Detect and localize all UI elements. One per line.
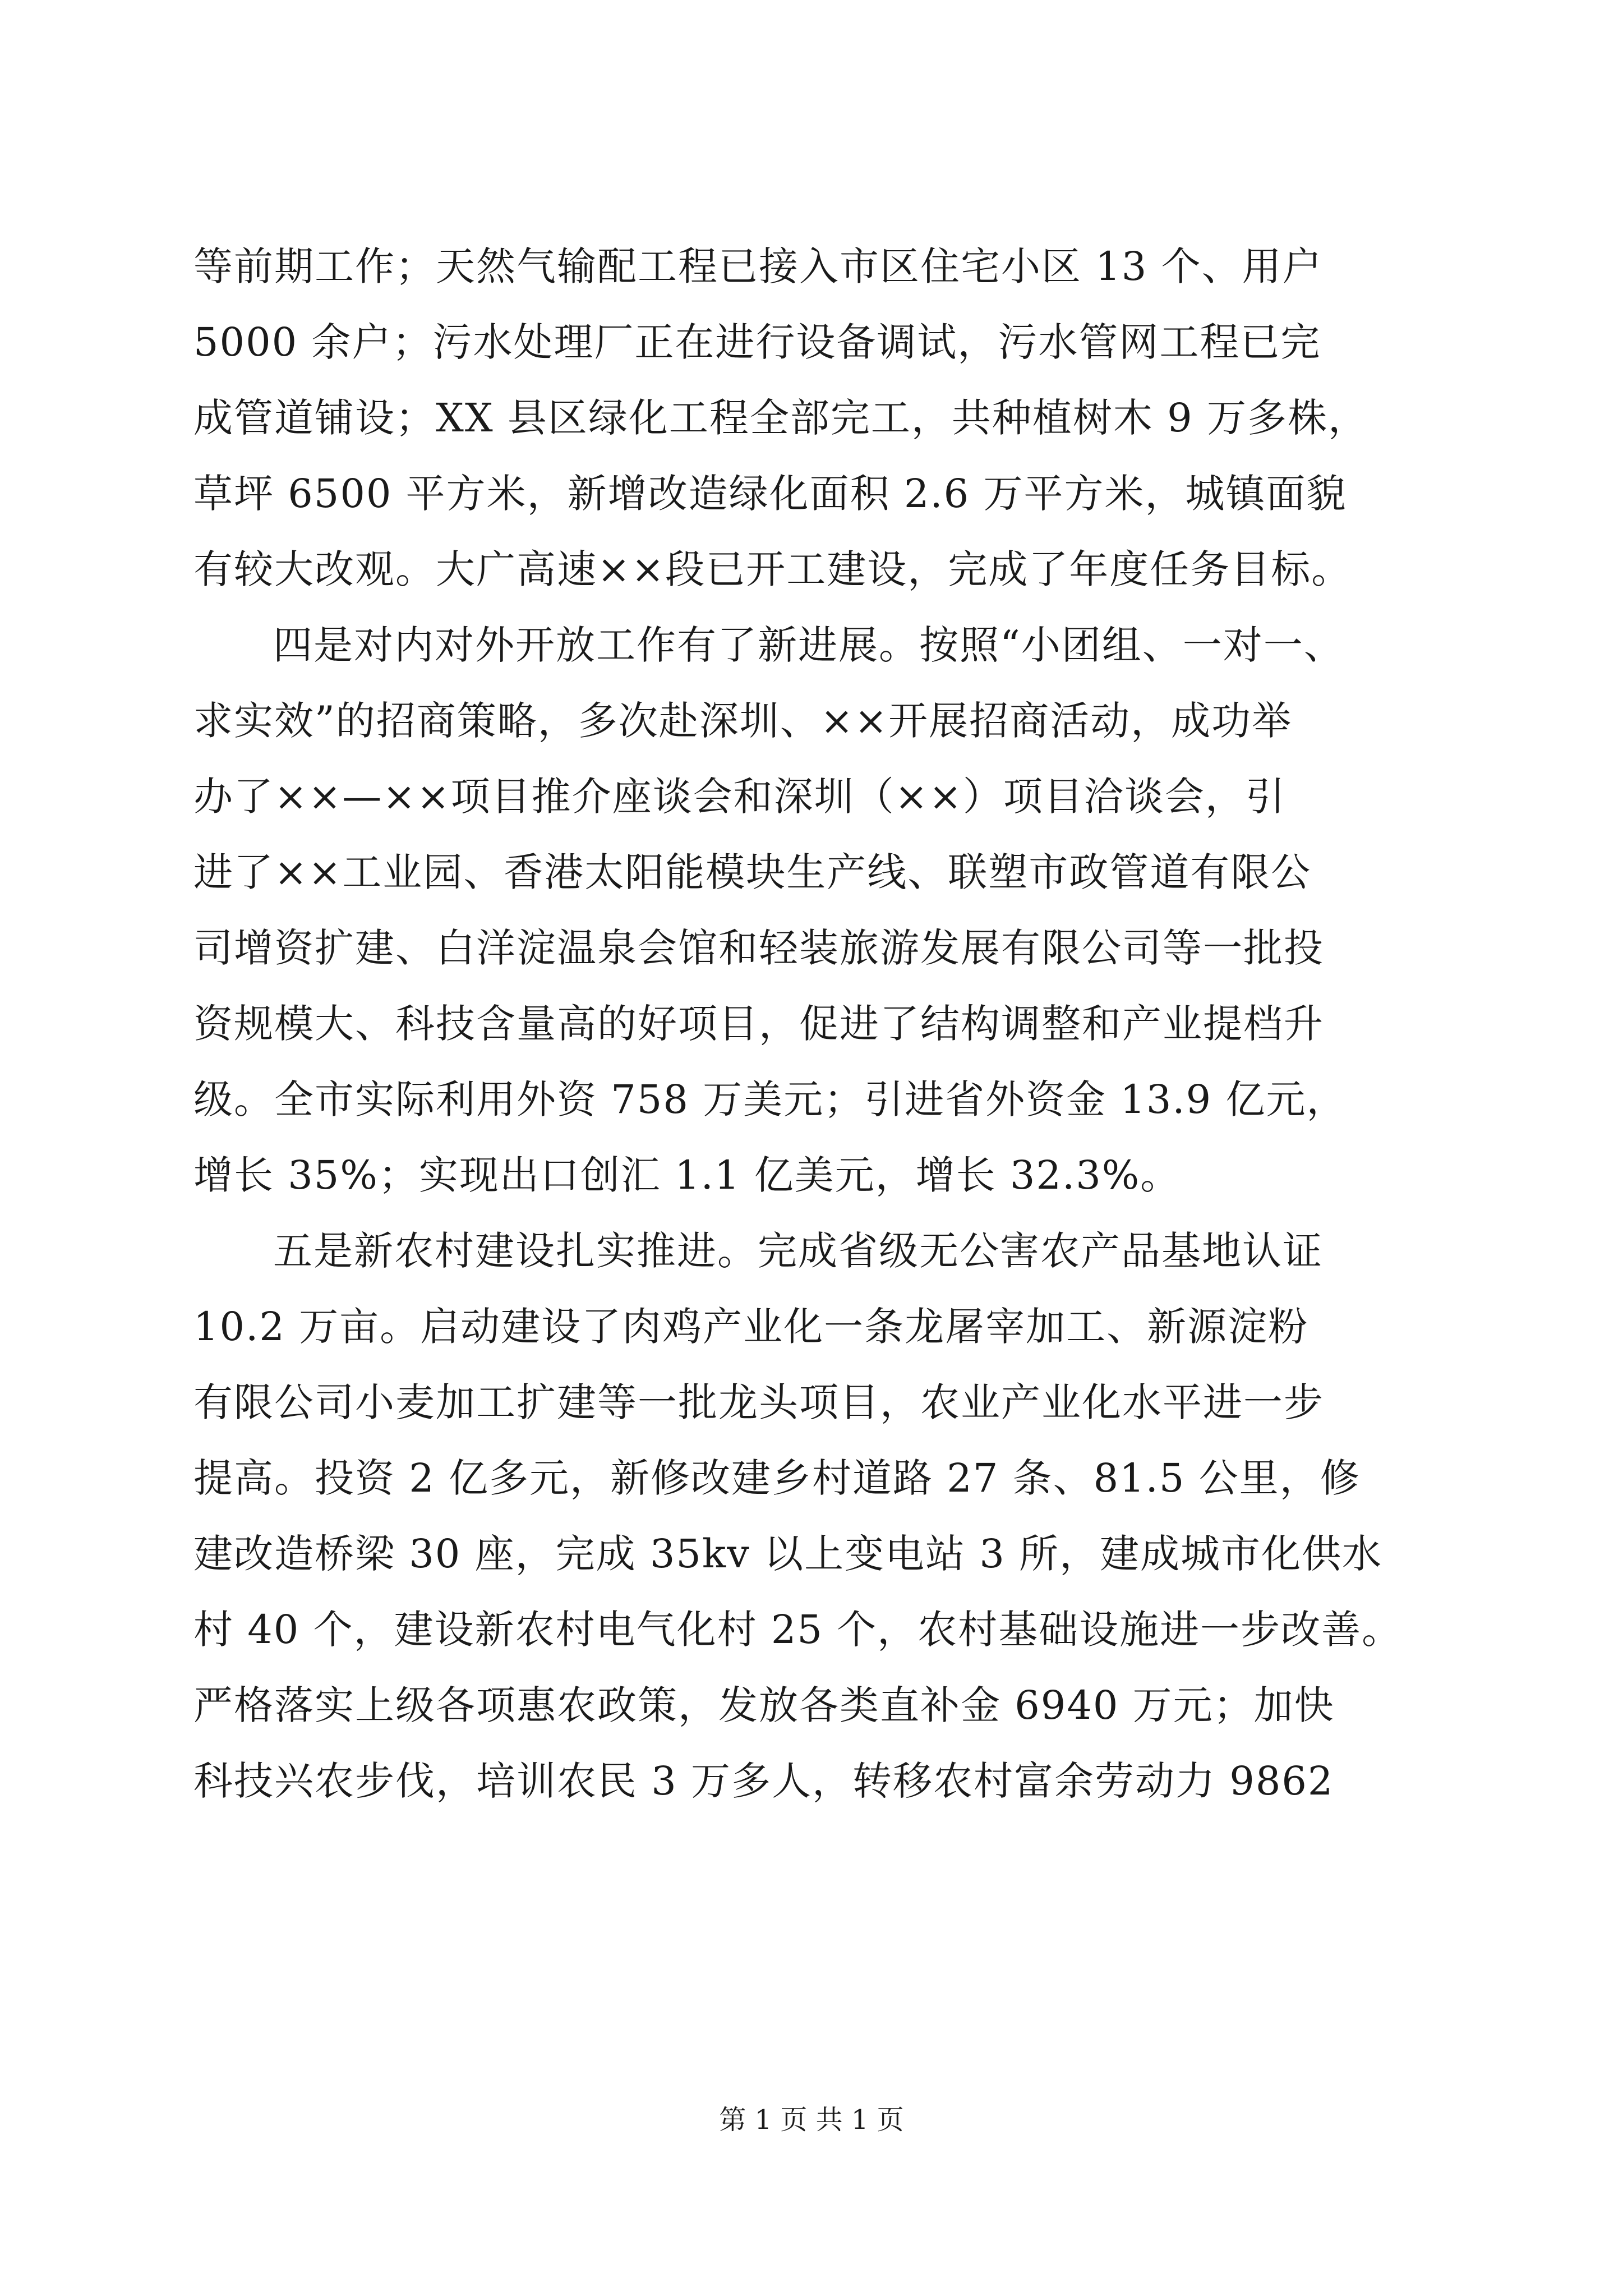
text-line: 提高。投资 2 亿多元，新修改建乡村道路 27 条、81.5 公里，修 bbox=[193, 1455, 1361, 1501]
text-line: 级。全市实际利用外资 758 万美元；引进省外资金 13.9 亿元， bbox=[193, 1076, 1347, 1122]
text-line: 资规模大、科技含量高的好项目，促进了结构调整和产业提档升 bbox=[193, 1001, 1324, 1047]
text-line: 10.2 万亩。启动建设了肉鸡产业化一条龙屠宰加工、新源淀粉 bbox=[193, 1304, 1309, 1350]
text-line: 草坪 6500 平方米，新增改造绿化面积 2.6 万平方米，城镇面貌 bbox=[193, 471, 1347, 517]
text-line: 有限公司小麦加工扩建等一批龙头项目，农业产业化水平进一步 bbox=[193, 1379, 1324, 1425]
paragraph-start-line: 五是新农村建设扎实推进。完成省级无公害农产品基地认证 bbox=[273, 1228, 1323, 1274]
text-line: 村 40 个，建设新农村电气化村 25 个，农村基础设施进一步改善。 bbox=[193, 1607, 1403, 1653]
text-line: 进了××工业园、香港太阳能模块生产线、联塑市政管道有限公 bbox=[193, 849, 1312, 895]
text-line: 科技兴农步伐，培训农民 3 万多人，转移农村富余劳动力 9862 bbox=[193, 1758, 1334, 1804]
text-line: 严格落实上级各项惠农政策，发放各类直补金 6940 万元；加快 bbox=[193, 1682, 1335, 1728]
text-line: 5000 余户；污水处理厂正在进行设备调试，污水管网工程已完 bbox=[193, 319, 1321, 365]
text-line: 求实效”的招商策略，多次赴深圳、××开展招商活动，成功举 bbox=[193, 698, 1293, 744]
text-line: 建改造桥梁 30 座，完成 35kv 以上变电站 3 所，建成城市化供水 bbox=[193, 1531, 1383, 1577]
text-line: 有较大改观。大广高速××段已开工建设，完成了年度任务目标。 bbox=[193, 546, 1352, 592]
text-line: 成管道铺设；XX 县区绿化工程全部完工，共种植树木 9 万多株， bbox=[193, 395, 1368, 441]
text-line: 办了××—××项目推介座谈会和深圳（××）项目洽谈会，引 bbox=[193, 774, 1286, 820]
page-number-footer: 第 1 页 共 1 页 bbox=[719, 2104, 904, 2136]
paragraph-start-line: 四是对内对外开放工作有了新进展。按照“小团组、一对一、 bbox=[273, 622, 1344, 668]
text-line: 司增资扩建、白洋淀温泉会馆和轻装旅游发展有限公司等一批投 bbox=[193, 925, 1324, 971]
text-line: 等前期工作；天然气输配工程已接入市区住宅小区 13 个、用户 bbox=[193, 243, 1323, 289]
text-line: 增长 35%；实现出口创汇 1.1 亿美元，增长 32.3%。 bbox=[193, 1152, 1181, 1198]
